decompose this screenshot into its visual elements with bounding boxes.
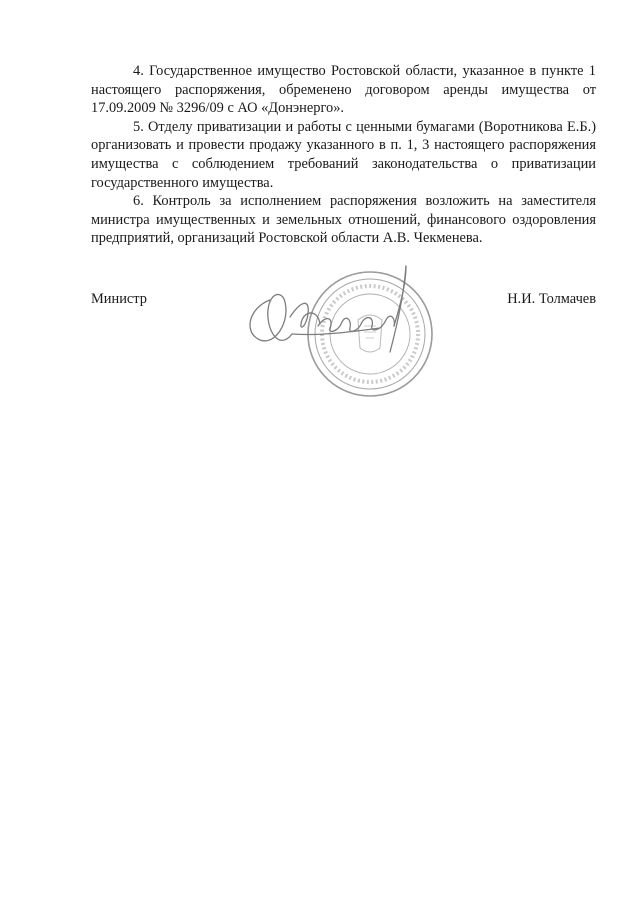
paragraph-5: 5. Отделу приватизации и работы с ценными бумагами (Воротникова Е.Б.) организовать и провести продажу указанного в п. 1, 3 настоящего распоряжения имущества с соблюдением требований законодательства о приватизации государственного имущества. — [91, 118, 596, 191]
official-seal-and-signature — [230, 262, 440, 402]
document-body — [91, 62, 596, 248]
signature-row — [91, 290, 596, 310]
paragraph-4: 4. Государственное имущество Ростовской области, указанное в пункте 1 настоящего распоряжения, обременено договором аренды имущества от 17.09.2009 № 3296/09 с АО «Донэнерго». — [91, 63, 596, 117]
signatory-title: Министр — [91, 291, 147, 307]
paragraph-6: 6. Контроль за исполнением распоряжения возложить на заместителя министра имущественных и земельных отношений, финансового оздоровления предприятий, организаций Ростовской области А.В. Чекменева. — [91, 193, 596, 247]
signatory-name: Н.И. Толмачев — [507, 291, 596, 307]
seal-signature-graphic — [230, 262, 440, 402]
